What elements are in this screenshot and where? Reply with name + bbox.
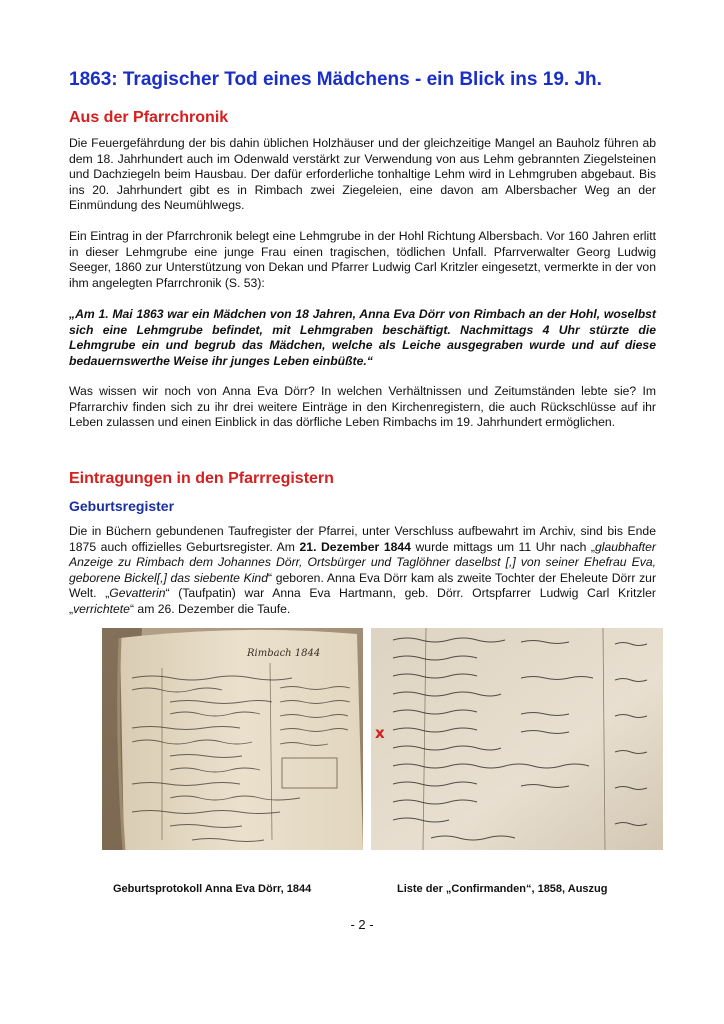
register-quote: glaubhafter Anzeige zu Rimbach dem Johannes Dörr, Ortsbürger und Taglöhner daselbst [,] von seiner Ehefrau Eva, geborene Bickel[,] das siebente Kind xyxy=(69,539,656,585)
caption-confirmanden: Liste der „Confirmanden“, 1858, Auszug xyxy=(397,883,608,895)
section-heading-pfarrregister: Eintragungen in den Pfarrregistern xyxy=(69,470,334,487)
term-verrichtete: verrichtete xyxy=(73,601,130,616)
text-span: wurde mittags um 11 Uhr nach „ xyxy=(410,539,595,554)
red-x-marker: x xyxy=(375,724,385,742)
text-span: “ am 26. Dezember die Taufe. xyxy=(129,601,291,616)
photo-geburtsprotokoll xyxy=(102,628,363,850)
birth-date: 21. Dezember 1844 xyxy=(299,539,411,554)
paragraph-intro: Die Feuergefährdung der bis dahin üblichen Holzhäuser und der gleichzeitige Mangel an Bauholz führen ab dem 18. Jahrhundert auch im Odenwald verstärkt zur Verwendung von aus Lehm gebrannten Ziegelsteinen und Dachziegeln beim Hausbau. Der dafür erforderliche tonhaltige Lehm wird in Lehmgruben abgebaut. Bis ins 20. Jahrhundert gibt es in Rimbach zwei Ziegeleien, eine davon am Albersbacher Weg an der Einmündung des Neumühlwegs. xyxy=(69,136,656,213)
paragraph-chronik-entry: Ein Eintrag in der Pfarrchronik belegt eine Lehmgrube in der Hohl Richtung Albersbach. Vor 160 Jahren erlitt in dieser Lehmgrube eine junge Frau einen tragischen, tödlichen Unfall. Pfarrverwalter Georg Ludwig Seeger, 1860 zur Unterstützung von Dekan und Pfarrer Ludwig Carl Kritzler eingesetzt, vermerkte in der von ihm angelegten Pfarrchronik (S. 53): xyxy=(69,229,656,290)
subheading-geburtsregister: Geburtsregister xyxy=(69,498,175,514)
caption-geburtsprotokoll: Geburtsprotokoll Anna Eva Dörr, 1844 xyxy=(113,883,312,895)
chronik-quote: „Am 1. Mai 1863 war ein Mädchen von 18 Jahren, Anna Eva Dörr von Rimbach an der Hohl, woselbst sich eine Lehmgrube befindet, mit Lehmgraben beschäftigt. Nachmittags 4 Uhr stürzte die Lehmgrube ein und begrub das Mädchen, welche als Leiche ausgegraben wurde und auf diese bedauernswerthe Weise ihr junges Leben einbüßte.“ xyxy=(69,307,656,368)
text-span: “ (Taufpatin) war Anna Eva Hartmann, geb. Dörr. Ortspfarrer Ludwig Carl Kritzler „ xyxy=(69,586,656,616)
paragraph-geburtsregister xyxy=(69,524,656,618)
paragraph-questions: Was wissen wir noch von Anna Eva Dörr? In welchen Verhältnissen und Zeitumständen lebte sie? Im Pfarrarchiv finden sich zu ihr drei weitere Einträge in den Kirchenregistern, die auch Rückschlüsse auf ihr Leben zulassen und einen Einblick in das dörfliche Leben Rimbachs im 19. Jahrhundert ermöglichen. xyxy=(69,384,656,430)
confirmand-list-image xyxy=(371,628,663,850)
term-gevatterin: Gevatterin xyxy=(109,586,166,601)
photo-confirmanden-liste xyxy=(371,628,663,850)
page-number: - 2 - xyxy=(350,917,374,932)
text-span: “ geboren. Anna Eva Dörr kam als zweite Tochter der Eheleute Dörr zur Welt. „ xyxy=(69,570,656,601)
section-heading-pfarrchronik: Aus der Pfarrchronik xyxy=(69,109,229,126)
page-title: 1863: Tragischer Tod eines Mädchens - ein Blick ins 19. Jh. xyxy=(69,69,602,90)
register-header-text: Rimbach 1844 xyxy=(247,648,321,659)
text-span: Die in Büchern gebundenen Taufregister der Pfarrei, unter Verschluss aufbewahrt im Archiv, sind bis Ende 1875 auch offizielles Geburtsregister. Am xyxy=(69,524,656,554)
manuscript-book-image xyxy=(102,628,363,850)
